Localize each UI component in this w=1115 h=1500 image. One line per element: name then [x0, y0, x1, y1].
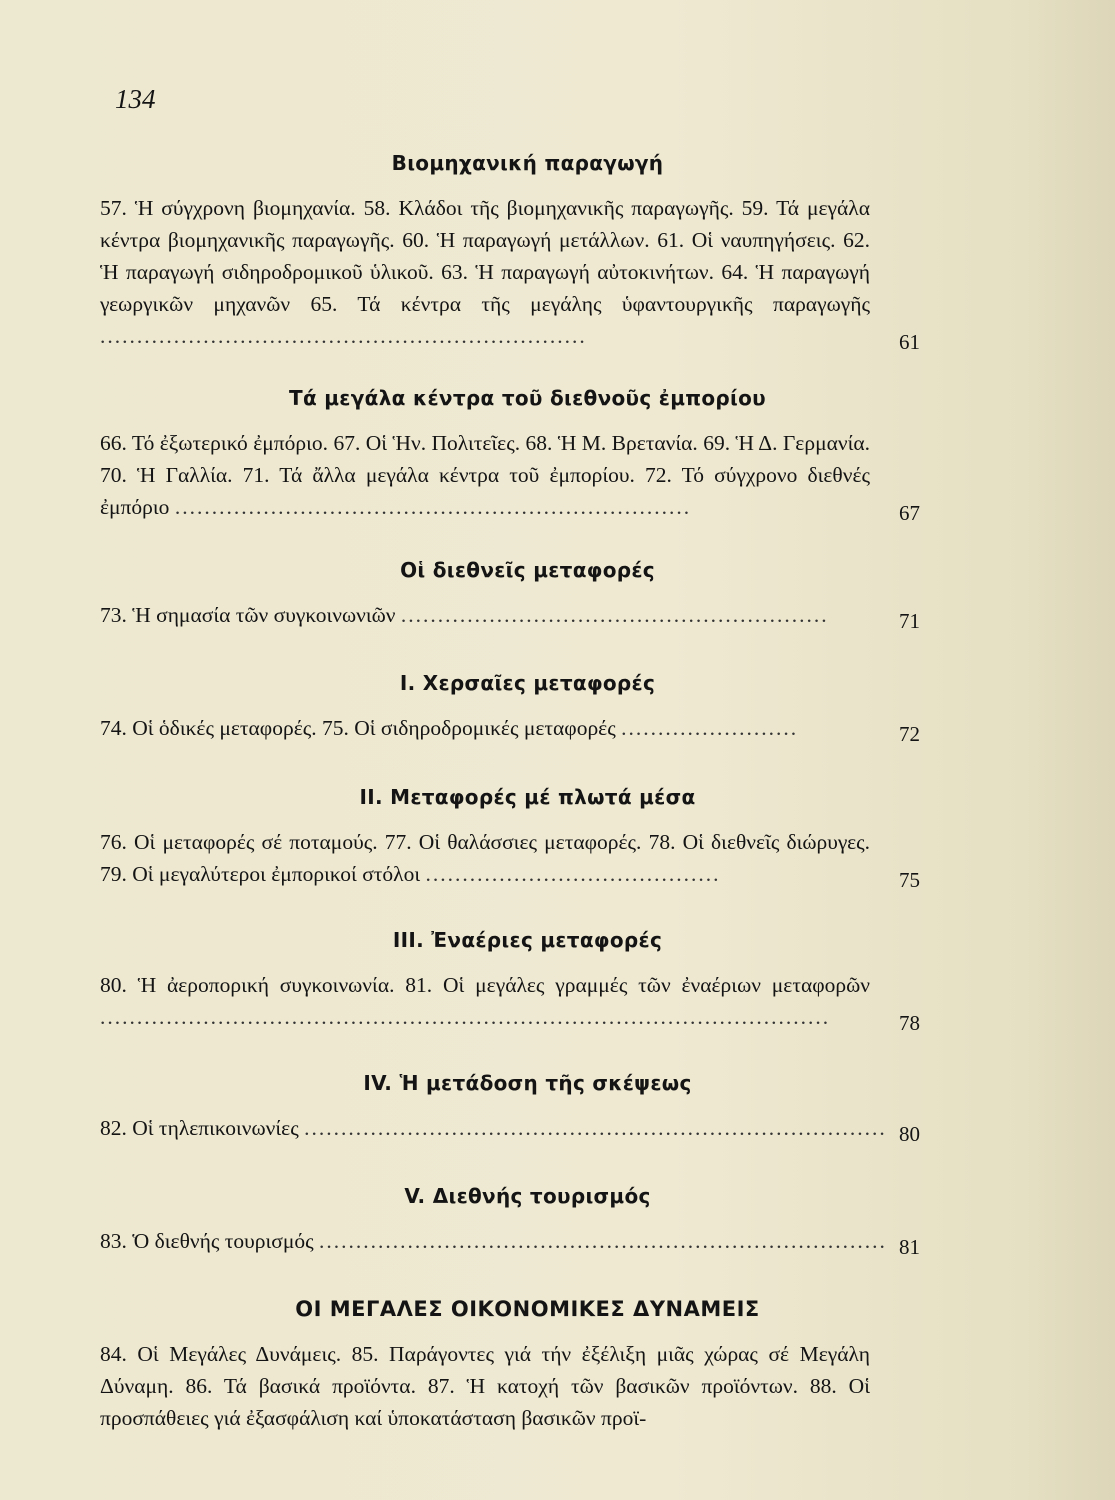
entry-page-number: 71 [899, 609, 920, 633]
entry-page-number: 67 [899, 501, 920, 525]
dot-leader: ............................................................................. [319, 1229, 887, 1253]
section-heading: I. Χερσαῖες μεταφορές [399, 671, 656, 695]
toc-entry [100, 826, 925, 890]
toc-section-international-transport [100, 555, 925, 631]
section-heading: ΟΙ ΜΕΓΑΛΕΣ ΟΙΚΟΝΟΜΙΚΕΣ ΔΥΝΑΜΕΙΣ [295, 1297, 760, 1321]
toc-entry [100, 192, 925, 352]
toc-section-air-transport [100, 925, 925, 1033]
toc-entry [100, 1338, 925, 1434]
entry-text: 66. Τό ἐξωτερικό ἐμπόριο. 67. Οἱ Ἡν. Πολιτεῖες. 68. Ἡ Μ. Βρετανία. 69. Ἡ Δ. Γερμανία. 70. Ἡ Γαλλία. 71. Τά ἄλλα μεγάλα κέντρα τοῦ ἐμπορίου. 72. Τό σύγχρονο διεθνές ἐμπόριο [100, 431, 870, 519]
page-number: 134 [115, 84, 156, 114]
toc-entry [100, 969, 925, 1033]
dot-leader: ............................................................................... [304, 1116, 887, 1140]
toc-entry [100, 1112, 925, 1144]
entry-text: 82. Οἱ τηλεπικοινωνίες [100, 1116, 299, 1140]
entry-text: 74. Οἱ ὁδικές μεταφορές. 75. Οἱ σιδηροδρομικές μεταφορές [100, 716, 616, 740]
section-heading: Οἱ διεθνεῖς μεταφορές [400, 558, 655, 582]
section-heading: Βιομηχανική παραγωγή [391, 151, 664, 175]
toc-section-trade-centres [100, 383, 925, 523]
section-heading: IV. Ἡ μετάδοση τῆς σκέψεως [363, 1071, 692, 1095]
toc-section-industrial-production [100, 148, 925, 352]
toc-section-telecommunications [100, 1068, 925, 1144]
entry-page-number: 80 [899, 1122, 920, 1146]
section-heading: II. Μεταφορές μέ πλωτά μέσα [359, 785, 696, 809]
entry-page-number: 72 [899, 722, 920, 746]
dot-leader: ........................ [621, 716, 799, 740]
toc-entry [100, 427, 925, 523]
section-heading: Τά μεγάλα κέντρα τοῦ διεθνοῦς ἐμπορίου [289, 386, 766, 410]
entry-text: 73. Ἡ σημασία τῶν συγκοινωνιῶν [100, 603, 396, 627]
entry-page-number: 78 [899, 1011, 920, 1035]
entry-page-number: 81 [899, 1235, 920, 1259]
entry-page-number: 61 [899, 330, 920, 354]
toc-section-economic-powers [100, 1294, 925, 1434]
toc-entry [100, 599, 925, 631]
toc-section-land-transport [100, 668, 925, 744]
toc-entry [100, 712, 925, 744]
toc-section-water-transport [100, 782, 925, 890]
dot-leader: ........................................ [425, 862, 721, 886]
toc-entry [100, 1225, 925, 1257]
dot-leader: ................................................................................................... [100, 1005, 831, 1029]
toc-section-tourism [100, 1181, 925, 1257]
entry-text: 57. Ἡ σύγχρονη βιομηχανία. 58. Κλάδοι τῆς βιομηχανικῆς παραγωγῆς. 59. Τά μεγάλα κέντρα βιομηχανικῆς παραγωγῆς. 60. Ἡ παραγωγή μετάλλων. 61. Οἱ ναυπηγήσεις. 62. Ἡ παραγωγή σιδηροδρομικοῦ ὑλικοῦ. 63. Ἡ παραγωγή αὐτοκινήτων. 64. Ἡ παραγωγή γεωργικῶν μηχανῶν 65. Τά κέντρα τῆς μεγάλης ὑφαντουργικῆς παραγωγῆς [100, 196, 870, 316]
entry-text: 84. Οἱ Μεγάλες Δυνάμεις. 85. Παράγοντες γιά τήν ἐξέλιξη μιᾶς χώρας σέ Μεγάλη Δύναμη. 86. Τά βασικά προϊόντα. 87. Ἡ κατοχή τῶν βασικῶν προϊόντων. 88. Οἱ προσπάθειες γιά ἐξασφάλιση καί ὑποκατάσταση βασικῶν προϊ- [100, 1342, 870, 1430]
entry-text: 76. Οἱ μεταφορές σέ ποταμούς. 77. Οἱ θαλάσσιες μεταφορές. 78. Οἱ διεθνεῖς διώρυγες. 79. Οἱ μεγαλύτεροι ἐμπορικοί στόλοι [100, 830, 870, 886]
entry-page-number: 75 [899, 868, 920, 892]
dot-leader: .......................................................... [400, 603, 829, 627]
entry-text: 83. Ὁ διεθνής τουρισμός [100, 1229, 314, 1253]
entry-text: 80. Ἡ ἀεροπορική συγκοινωνία. 81. Οἱ μεγάλες γραμμές τῶν ἐναέριων μεταφορῶν [100, 973, 870, 997]
dot-leader: ...................................................................... [174, 495, 692, 519]
section-heading: V. Διεθνής τουρισμός [404, 1184, 651, 1208]
dot-leader: .................................................................. [100, 324, 587, 348]
section-heading: III. Ἐναέριες μεταφορές [392, 928, 663, 952]
